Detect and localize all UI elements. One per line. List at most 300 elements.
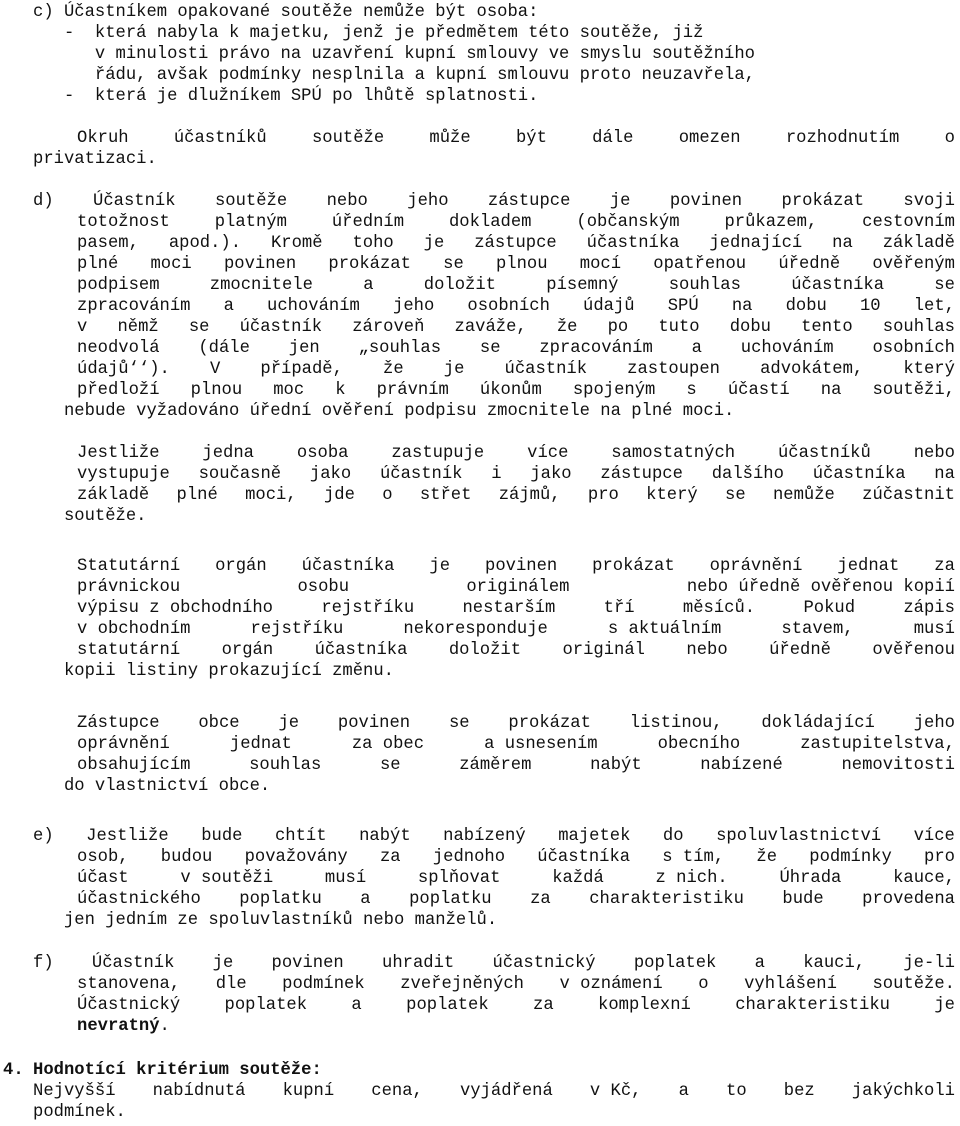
section-c-line: - která nabyla k majetku, jenž je předmětem této soutěže, již xyxy=(33,24,704,43)
word: zápis xyxy=(903,599,955,618)
word: zpracováním xyxy=(539,339,653,358)
word: průkazem, xyxy=(724,213,818,232)
word: osobu xyxy=(297,578,350,597)
word: dále xyxy=(592,129,634,148)
word: plné xyxy=(176,486,218,505)
word: dokládající xyxy=(761,714,875,733)
word: úředním xyxy=(331,213,405,232)
word: za xyxy=(530,890,551,909)
word: zájmů, xyxy=(498,486,561,505)
word: poplatek xyxy=(406,996,489,1015)
word: výpisu z obchodního xyxy=(77,599,273,618)
word: orgán xyxy=(215,557,267,576)
section-d-line xyxy=(77,359,955,380)
word: případě, xyxy=(260,360,343,379)
word: let, xyxy=(913,297,955,316)
word: nekoresponduje xyxy=(403,620,548,639)
word: Pokud xyxy=(803,599,856,618)
word: ověřeným xyxy=(872,255,955,274)
word: podmínek xyxy=(282,975,365,994)
word: poplatku xyxy=(239,890,322,909)
word: Účastník xyxy=(91,954,175,973)
word: e) xyxy=(33,827,54,846)
word: zástupce xyxy=(487,192,571,211)
word: úředně xyxy=(769,641,831,660)
word: s tím, xyxy=(662,848,725,867)
section-d-p3-line xyxy=(77,577,955,598)
section-d-line: nebude vyžadováno úřední ověření podpisu zmocnitele na plné moci. xyxy=(33,402,735,421)
word: jednoho xyxy=(432,848,506,867)
word: d) xyxy=(33,192,54,211)
word: úkonům xyxy=(479,381,542,400)
word: chtít xyxy=(274,827,327,846)
word: účastníka xyxy=(812,465,906,484)
word: provedena xyxy=(862,890,955,909)
word: více xyxy=(913,827,955,846)
word: budou xyxy=(160,848,213,867)
word: svoji xyxy=(903,192,955,211)
section-d-p3-line xyxy=(77,619,955,640)
word: originál xyxy=(562,641,645,660)
word: soutěže. xyxy=(872,975,955,994)
section-c-line: řádu, avšak podmínky nesplnila a kupní smlouvu proto neuzavřela, xyxy=(33,66,755,85)
word: jeho xyxy=(913,714,955,733)
word: jde xyxy=(323,486,355,505)
word: cena, xyxy=(371,1082,423,1101)
word: plné xyxy=(77,255,119,274)
word: účastníka xyxy=(586,234,680,253)
section-d-line xyxy=(77,338,955,359)
word: je xyxy=(278,714,300,733)
word: být xyxy=(515,129,547,148)
word: vystupuje xyxy=(77,465,170,484)
word: to xyxy=(726,1082,747,1101)
word: vyjádřená xyxy=(459,1082,553,1101)
section-d-p4-line xyxy=(77,755,955,776)
word: v oznámení xyxy=(559,975,663,994)
word: charakteristiku xyxy=(735,996,890,1015)
word: stavem, xyxy=(781,620,854,639)
word: se xyxy=(934,276,955,295)
word: uchováním xyxy=(740,339,834,358)
word: zastupuje xyxy=(391,444,485,463)
word: o xyxy=(698,975,709,994)
word: dle xyxy=(215,975,247,994)
word: údajů‘‘). xyxy=(77,360,170,379)
word: poplatek xyxy=(633,954,717,973)
word: rejstříku xyxy=(250,620,344,639)
word: jednat xyxy=(837,557,900,576)
word: jednající xyxy=(709,234,803,253)
word: a usnesením xyxy=(484,735,598,754)
word: který xyxy=(903,360,955,379)
word: bude xyxy=(201,827,243,846)
word: že xyxy=(556,318,578,337)
word: z nich. xyxy=(655,869,728,888)
word: v Kč, xyxy=(589,1082,642,1101)
word: prokázat xyxy=(781,192,865,211)
word: podpisem xyxy=(77,276,160,295)
word: a xyxy=(351,996,362,1015)
word: kupní xyxy=(282,1082,335,1101)
word: rozhodnutím xyxy=(785,129,900,148)
period: . xyxy=(159,1017,170,1036)
section-d-p4-line xyxy=(77,713,955,734)
word: spojeným xyxy=(572,381,656,400)
word: dalšího xyxy=(711,465,784,484)
word: zveřejněných xyxy=(400,975,524,994)
section-c-note-line xyxy=(77,128,955,149)
word: v obchodním xyxy=(77,620,191,639)
word: moc xyxy=(273,381,305,400)
word: nebo xyxy=(913,444,955,463)
word: dobu xyxy=(729,318,771,337)
section-e-line: jen jedním ze spoluvlastníků nebo manželů. xyxy=(33,911,498,930)
word: účastníka xyxy=(537,848,631,867)
word: omezen xyxy=(678,129,741,148)
word: němž xyxy=(117,318,159,337)
section-f-line xyxy=(77,995,955,1016)
word: považovány xyxy=(244,848,348,867)
word: povinen xyxy=(485,557,558,576)
word: musí xyxy=(324,869,367,888)
word: nebo xyxy=(326,192,368,211)
word: komplexní xyxy=(598,996,691,1015)
word: Úhrada xyxy=(779,869,842,888)
section-e-line xyxy=(77,889,955,910)
word: a xyxy=(360,890,371,909)
word: (občanským xyxy=(576,213,680,232)
section-d-line xyxy=(77,254,955,275)
word: povinen xyxy=(271,954,344,973)
word: Účastník xyxy=(93,192,176,211)
word: na xyxy=(934,465,955,484)
word: je xyxy=(934,996,955,1015)
word: že xyxy=(756,848,778,867)
word: právním xyxy=(376,381,449,400)
word: opatřenou xyxy=(653,255,747,274)
section-d-line xyxy=(77,233,955,254)
word: jedna xyxy=(202,444,254,463)
word: že xyxy=(383,360,404,379)
word: Okruh xyxy=(77,129,129,148)
word: V xyxy=(209,360,221,379)
word: za xyxy=(379,848,401,867)
section-c-note-line: privatizaci. xyxy=(33,150,157,169)
word: účastníků xyxy=(777,444,871,463)
word: SPÚ xyxy=(667,297,699,316)
word: tří xyxy=(603,599,635,618)
section-d-p2-line xyxy=(77,464,955,485)
word: se xyxy=(443,255,464,274)
word: základě xyxy=(77,486,150,505)
word: prokázat xyxy=(592,557,675,576)
word: v xyxy=(77,318,88,337)
word: advokátem, xyxy=(760,360,864,379)
word: zastupitelstva, xyxy=(800,735,955,754)
word: jakýchkoli xyxy=(851,1082,955,1101)
word: a xyxy=(223,297,234,316)
section-f-line xyxy=(77,974,955,995)
word: účastník xyxy=(379,465,463,484)
word: účastník xyxy=(239,318,323,337)
word: osoba xyxy=(296,444,349,463)
word: a xyxy=(691,339,702,358)
word: oprávnění xyxy=(709,557,803,576)
word: účastníků xyxy=(173,129,267,148)
section-c-line: c) Účastníkem opakované soutěže nemůže být osoba: xyxy=(33,3,539,22)
section-4-line xyxy=(33,1081,955,1102)
word: účastník xyxy=(504,360,588,379)
word: nabízený xyxy=(443,827,526,846)
section-d-line xyxy=(77,296,955,317)
word: v soutěži xyxy=(180,869,274,888)
section-d-p2-line xyxy=(77,485,955,506)
word: apod.). xyxy=(168,234,242,253)
word: je xyxy=(609,192,631,211)
word: základě xyxy=(882,234,955,253)
section-d-line xyxy=(77,317,955,338)
word: je-li xyxy=(903,954,955,973)
word: zpracováním xyxy=(77,297,191,316)
word: Kromě xyxy=(270,234,323,253)
word: účastnického xyxy=(77,890,201,909)
word: s aktuálním xyxy=(607,620,722,639)
word: toho xyxy=(352,234,394,253)
word: zastoupen xyxy=(627,360,720,379)
section-d-p4-line: do vlastnictví obce. xyxy=(33,777,271,796)
word: osobních xyxy=(467,297,550,316)
word: zaváže, xyxy=(454,318,527,337)
word: je xyxy=(212,954,234,973)
word: nabízené xyxy=(700,756,783,775)
word: majetek xyxy=(558,827,631,846)
word: písemný xyxy=(546,276,619,295)
word: prokázat xyxy=(328,255,411,274)
word: jednat xyxy=(229,735,292,754)
word: pasem, xyxy=(77,234,139,253)
word: cestovním xyxy=(862,213,955,232)
word: doložit xyxy=(448,641,522,660)
word: soutěže xyxy=(214,192,288,211)
word: může xyxy=(429,129,471,148)
word: a xyxy=(678,1082,689,1101)
word: zmocnitele xyxy=(209,276,313,295)
word: na xyxy=(820,381,842,400)
word: je xyxy=(423,234,445,253)
word: nabídnutá xyxy=(152,1082,246,1101)
word: souhlas xyxy=(668,276,741,295)
word: účastníka xyxy=(791,276,885,295)
word: obce xyxy=(198,714,240,733)
section-d-p3-line xyxy=(77,640,955,661)
word: uhradit xyxy=(382,954,455,973)
word: nabýt xyxy=(359,827,411,846)
word: plnou xyxy=(495,255,548,274)
word: každá xyxy=(552,869,604,888)
word: totožnost xyxy=(77,213,170,232)
section-f-line xyxy=(77,1016,170,1037)
word: mocí xyxy=(579,255,622,274)
word: statutární xyxy=(77,641,181,660)
word: o xyxy=(382,486,393,505)
word: obecního xyxy=(657,735,741,754)
word: záměrem xyxy=(459,756,532,775)
word: současně xyxy=(198,465,282,484)
word: f) xyxy=(33,954,54,973)
word: účastí xyxy=(727,381,790,400)
word: k xyxy=(335,381,346,400)
word: za xyxy=(533,996,554,1015)
word: spoluvlastnictví xyxy=(716,827,882,846)
word: rejstříku xyxy=(321,599,415,618)
section-e-line xyxy=(77,847,955,868)
word: střet xyxy=(419,486,472,505)
word: jen xyxy=(288,339,320,358)
word: účastníka xyxy=(314,641,408,660)
word: osob, xyxy=(77,848,129,867)
word: pro xyxy=(587,486,619,505)
word: zároveň xyxy=(352,318,425,337)
word: Zástupce xyxy=(77,714,160,733)
word: samostatných xyxy=(611,444,736,463)
bold-word: nevratný xyxy=(77,1017,160,1036)
word: nebo úředně ověřenou kopií xyxy=(686,578,955,597)
word: se xyxy=(188,318,210,337)
section-d-p4-line xyxy=(77,734,955,755)
word: kauci, xyxy=(803,954,866,973)
word: a xyxy=(754,954,765,973)
word: předloží xyxy=(77,381,160,400)
word: za xyxy=(934,557,955,576)
word: poplatek xyxy=(224,996,308,1015)
word: na xyxy=(731,297,753,316)
word: nebo xyxy=(686,641,728,660)
word: Nejvyšší xyxy=(33,1082,116,1101)
word: měsíců. xyxy=(682,599,756,618)
word: moci xyxy=(150,255,192,274)
word: prokázat xyxy=(508,714,591,733)
section-d-p3-line xyxy=(77,598,955,619)
word: originálem xyxy=(466,578,570,597)
word: jeho xyxy=(393,297,435,316)
word: splňovat xyxy=(417,869,501,888)
word: o xyxy=(944,129,955,148)
word: dokladem xyxy=(448,213,532,232)
word: Jestliže xyxy=(77,444,160,463)
word: právnickou xyxy=(77,578,181,597)
word: tento xyxy=(801,318,853,337)
word: nemůže xyxy=(772,486,835,505)
word: se xyxy=(448,714,470,733)
section-c-line: v minulosti právo na uzavření kupní smlouvy ve smyslu soutěžního xyxy=(33,45,755,64)
word: účastnický xyxy=(492,954,596,973)
word: účast xyxy=(77,869,129,888)
word: tuto xyxy=(658,318,700,337)
word: kauce, xyxy=(893,869,955,888)
word: musí xyxy=(913,620,955,639)
section-e-line xyxy=(77,868,955,889)
word: 10 xyxy=(859,297,881,316)
word: je xyxy=(443,360,465,379)
word: orgán xyxy=(221,641,274,660)
word: platným xyxy=(214,213,287,232)
word: účastníka xyxy=(301,557,395,576)
word: bude xyxy=(782,890,824,909)
word: zástupce xyxy=(474,234,557,253)
word: s xyxy=(686,381,697,400)
word: jako xyxy=(309,465,352,484)
word: a xyxy=(363,276,374,295)
section-d-p2-line: soutěže. xyxy=(33,507,147,526)
section-d-p3-line xyxy=(77,556,955,577)
word: dobu xyxy=(785,297,827,316)
word: soutěži, xyxy=(872,381,955,400)
section-d-line xyxy=(77,380,955,401)
word: Účastnický xyxy=(77,996,181,1015)
section-d-line xyxy=(77,275,955,296)
word: nestarším xyxy=(462,599,556,618)
section-d-line xyxy=(33,191,955,212)
word: doložit xyxy=(423,276,496,295)
word: povinen xyxy=(223,255,297,274)
word: zúčastnit xyxy=(862,486,955,505)
word: se xyxy=(725,486,746,505)
word: plnou xyxy=(190,381,243,400)
word: soutěže xyxy=(311,129,385,148)
word: ověřenou xyxy=(872,641,955,660)
section-f-line xyxy=(33,953,955,974)
word: se xyxy=(379,756,401,775)
word: poplatku xyxy=(409,890,492,909)
word: bez xyxy=(783,1082,815,1101)
word: i xyxy=(491,465,502,484)
word: úředně xyxy=(778,255,841,274)
word: neodvolá xyxy=(77,339,160,358)
word: více xyxy=(527,444,569,463)
word: souhlas xyxy=(249,756,322,775)
word: „souhlas xyxy=(358,339,442,358)
word: moci, xyxy=(245,486,297,505)
section-c-line: - která je dlužníkem SPÚ po lhůtě splatnosti. xyxy=(33,87,539,106)
word: (dále xyxy=(198,339,250,358)
word: za obec xyxy=(351,735,425,754)
section-4-heading: Hodnotící kritérium soutěže: xyxy=(33,1061,322,1080)
word: pro xyxy=(924,848,955,867)
section-4-number: 4. xyxy=(3,1061,24,1080)
section-d-p3-line: kopii listiny prokazující změnu. xyxy=(33,662,394,681)
word: souhlas xyxy=(882,318,955,337)
section-d-line xyxy=(77,212,955,233)
word: charakteristiku xyxy=(589,890,744,909)
word: do xyxy=(662,827,684,846)
section-d-p2-line xyxy=(77,443,955,464)
section-4-line: podmínek. xyxy=(33,1103,126,1122)
word: se xyxy=(479,339,501,358)
word: stanovena, xyxy=(77,975,181,994)
word: je xyxy=(429,557,451,576)
word: jeho xyxy=(407,192,449,211)
word: nemovitosti xyxy=(841,756,955,775)
word: povinen xyxy=(337,714,411,733)
word: osobních xyxy=(872,339,955,358)
word: po xyxy=(607,318,629,337)
word: zástupce xyxy=(600,465,683,484)
word: Jestliže xyxy=(86,827,169,846)
word: jako xyxy=(530,465,572,484)
word: údajů xyxy=(583,297,635,316)
word: na xyxy=(832,234,853,253)
